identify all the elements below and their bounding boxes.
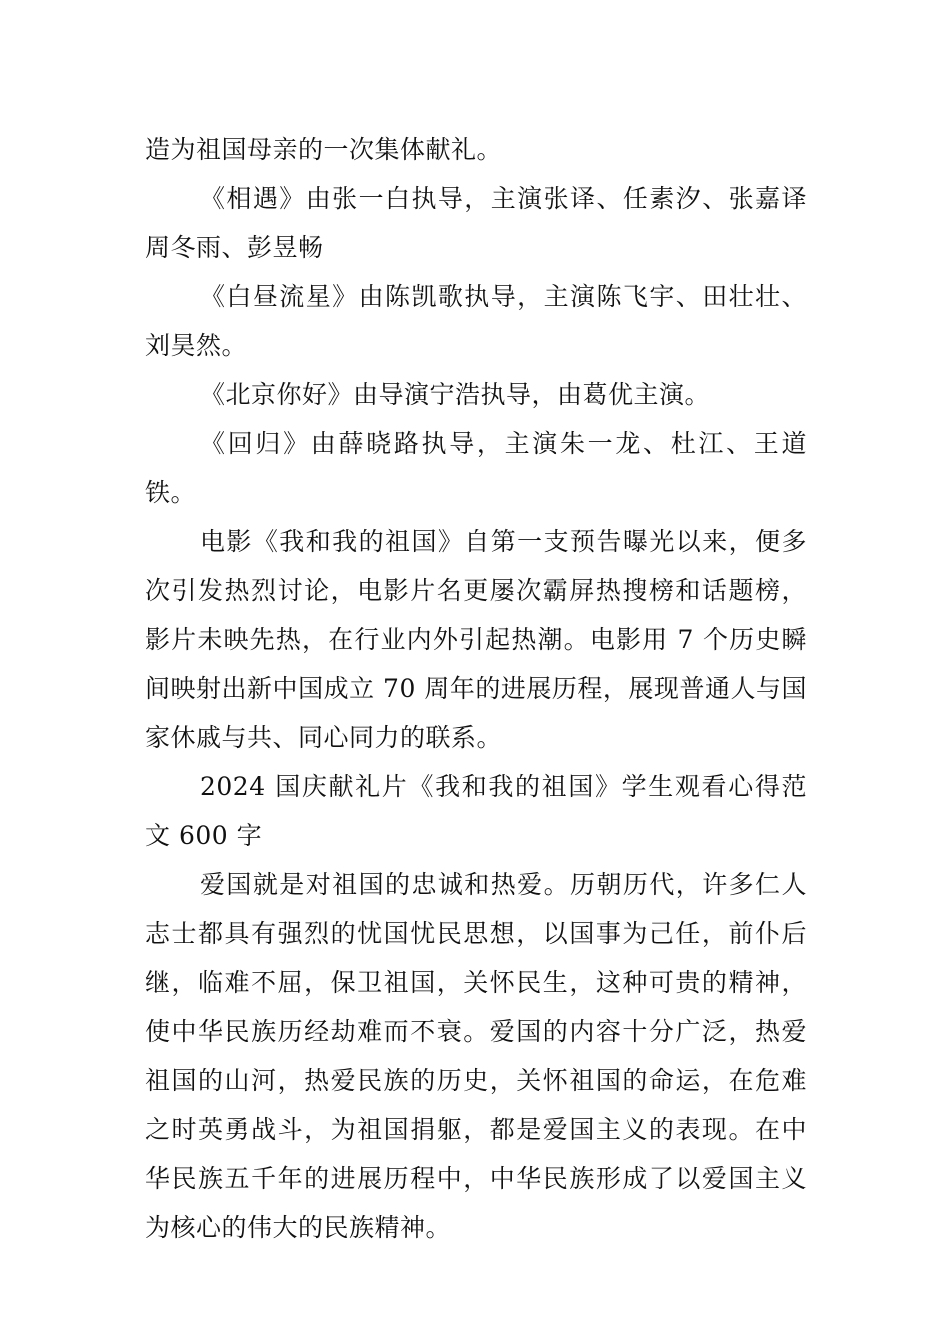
paragraph-patriotism: 爱国就是对祖国的忠诚和热爱。历朝历代，许多仁人志士都具有强烈的忧国忧民思想，以国事为己任，前仆后继，临难不屈，保卫祖国，关怀民生，这种可贵的精神，使中华民族历经劫难而不衰。爱国的内容十分广泛，热爱祖国的山河，热爱民族的历史，关怀祖国的命运，在危难之时英勇战斗，为祖国捐躯，都是爱国主义的表现。在中华民族五千年的进展历程中，中华民族形成了以爱国主义为核心的伟大的民族精神。	[145, 870, 807, 1242]
paragraph-continuation: 造为祖国母亲的一次集体献礼。	[145, 135, 503, 164]
paragraph-film-overview: 电影《我和我的祖国》自第一支预告曝光以来，便多次引发热烈讨论，电影片名更屡次霸屏热搜榜和话题榜，影片未映先热，在行业内外引起热潮。电影用 7 个历史瞬间映射出新中国成立 70 周年的进展历程，展现普通人与国家休戚与共、同心同力的联系。	[145, 527, 807, 752]
paragraph-xiangyu: 《相遇》由张一白执导，主演张译、任素汐、张嘉译周冬雨、彭昱畅	[145, 184, 807, 262]
document-body	[145, 125, 807, 1252]
paragraph-baizhou-liuxing: 《白昼流星》由陈凯歌执导，主演陈飞宇、田壮壮、刘昊然。	[145, 282, 807, 360]
paragraph-beijing-nihao: 《北京你好》由导演宁浩执导，由葛优主演。	[200, 380, 711, 409]
section-heading: 2024 国庆献礼片《我和我的祖国》学生观看心得范文 600 字	[145, 772, 807, 850]
paragraph-huigui: 《回归》由薛晓路执导，主演朱一龙、杜江、王道铁。	[145, 429, 807, 507]
